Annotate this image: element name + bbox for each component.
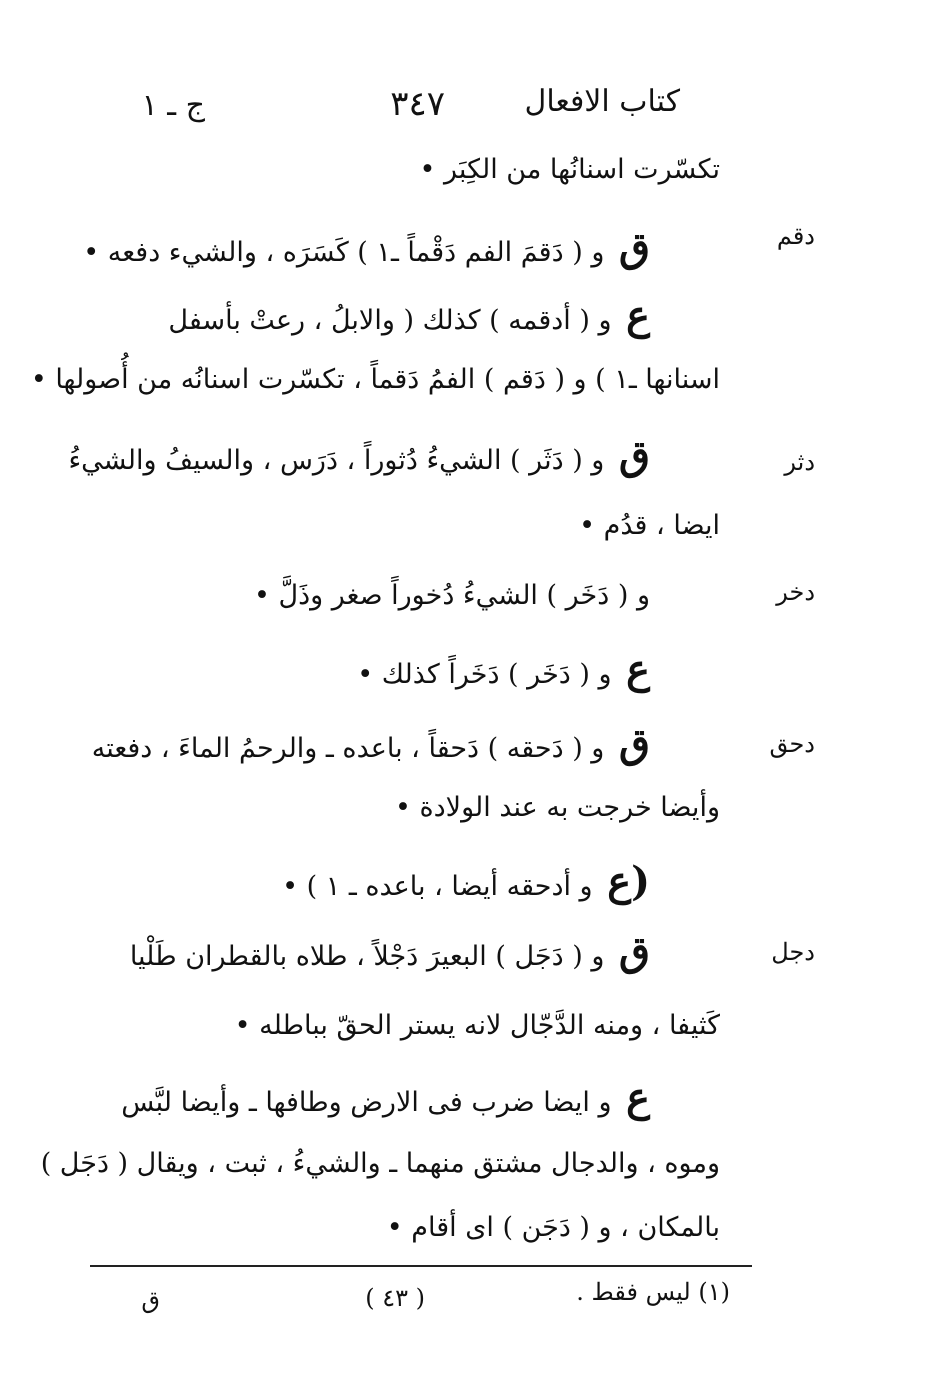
entry-line bbox=[68, 432, 650, 479]
text-line: وأيضا خرجت به عند الولادة • bbox=[395, 792, 720, 823]
text-line: و ( دَخَر ) الشيءُ دُخوراً صغر وذَلَّ • bbox=[253, 580, 650, 611]
text-line: تكسّرت اسنانُها من الكِبَر • bbox=[419, 154, 720, 185]
text-line: وموه ، والدجال مشتق منهما ـ والشيءُ ، ثبت ، ويقال ( دَجَل ) bbox=[40, 1148, 720, 1179]
entry-line bbox=[357, 646, 650, 693]
footnote-rule bbox=[90, 1265, 752, 1267]
entry-text: و ايضا ضرب فى الارض وطافها ـ وأيضا لبَّس bbox=[121, 1087, 612, 1118]
footnote: (١) ليس فقط . bbox=[576, 1278, 730, 1306]
entry-line bbox=[282, 858, 650, 905]
entry-line bbox=[91, 720, 650, 767]
ayn-marker: ع bbox=[626, 292, 650, 339]
ayn-marker: ع bbox=[626, 1074, 650, 1121]
entry-text: و ( دَقمَ الفم دَقْماً ـ١ ) كَسَرَه ، والشيء دفعه • bbox=[83, 237, 605, 268]
text-line: اسنانها ـ١ ) و ( دَقم ) الفمُ دَقماً ، تكسّرت اسنانُه من أُصولها • bbox=[30, 364, 720, 395]
text-line: كَثيفا ، ومنه الدَّجّال لانه يستر الحقّ بباطله • bbox=[234, 1010, 720, 1041]
ayn-marker: (ع bbox=[607, 858, 650, 905]
entry-text: و ( دَحقه ) دَحقاً ، باعده ـ والرحمُ الماءَ ، دفعته bbox=[91, 733, 605, 764]
book-title: كتاب الافعال bbox=[524, 84, 680, 119]
entry-text: و ( أدقمه ) كذلك ( والابلُ ، رعتْ بأسفل bbox=[168, 305, 612, 336]
entry-text: و أدحقه أيضا ، باعده ـ ١ ) • bbox=[282, 871, 593, 902]
root-label: دجل bbox=[771, 938, 815, 966]
entry-line bbox=[83, 224, 650, 271]
qaf-marker: ق bbox=[618, 224, 650, 271]
signature-mark: ق bbox=[141, 1286, 160, 1314]
qaf-marker: ق bbox=[618, 928, 650, 975]
root-label: دثر bbox=[784, 448, 815, 476]
entry-line bbox=[168, 292, 650, 339]
root-label: دقم bbox=[776, 222, 815, 250]
root-label: دخر bbox=[776, 578, 815, 606]
qaf-marker: ق bbox=[618, 432, 650, 479]
sheet-number: ( ٤٣ ) bbox=[365, 1284, 425, 1312]
text-line: ايضا ، قدُم • bbox=[579, 510, 720, 541]
volume-label: ج ـ ١ bbox=[141, 88, 205, 123]
entry-line bbox=[129, 928, 650, 975]
root-label: دحق bbox=[769, 730, 815, 758]
page-number: ٣٤٧ bbox=[390, 84, 445, 124]
entry-text: و ( دَخَر ) دَخَراً كذلك • bbox=[357, 659, 612, 690]
entry-line bbox=[121, 1074, 650, 1121]
ayn-marker: ع bbox=[626, 646, 650, 693]
entry-text: و ( دَثَر ) الشيءُ دُثوراً ، دَرَس ، والسيفُ والشيءُ bbox=[68, 445, 605, 476]
text-line: بالمكان ، و ( دَجَن ) اى أقام • bbox=[386, 1212, 720, 1243]
entry-text: و ( دَجَل ) البعيرَ دَجْلاً ، طلاه بالقطران طَلْيا bbox=[129, 941, 605, 972]
qaf-marker: ق bbox=[618, 720, 650, 767]
